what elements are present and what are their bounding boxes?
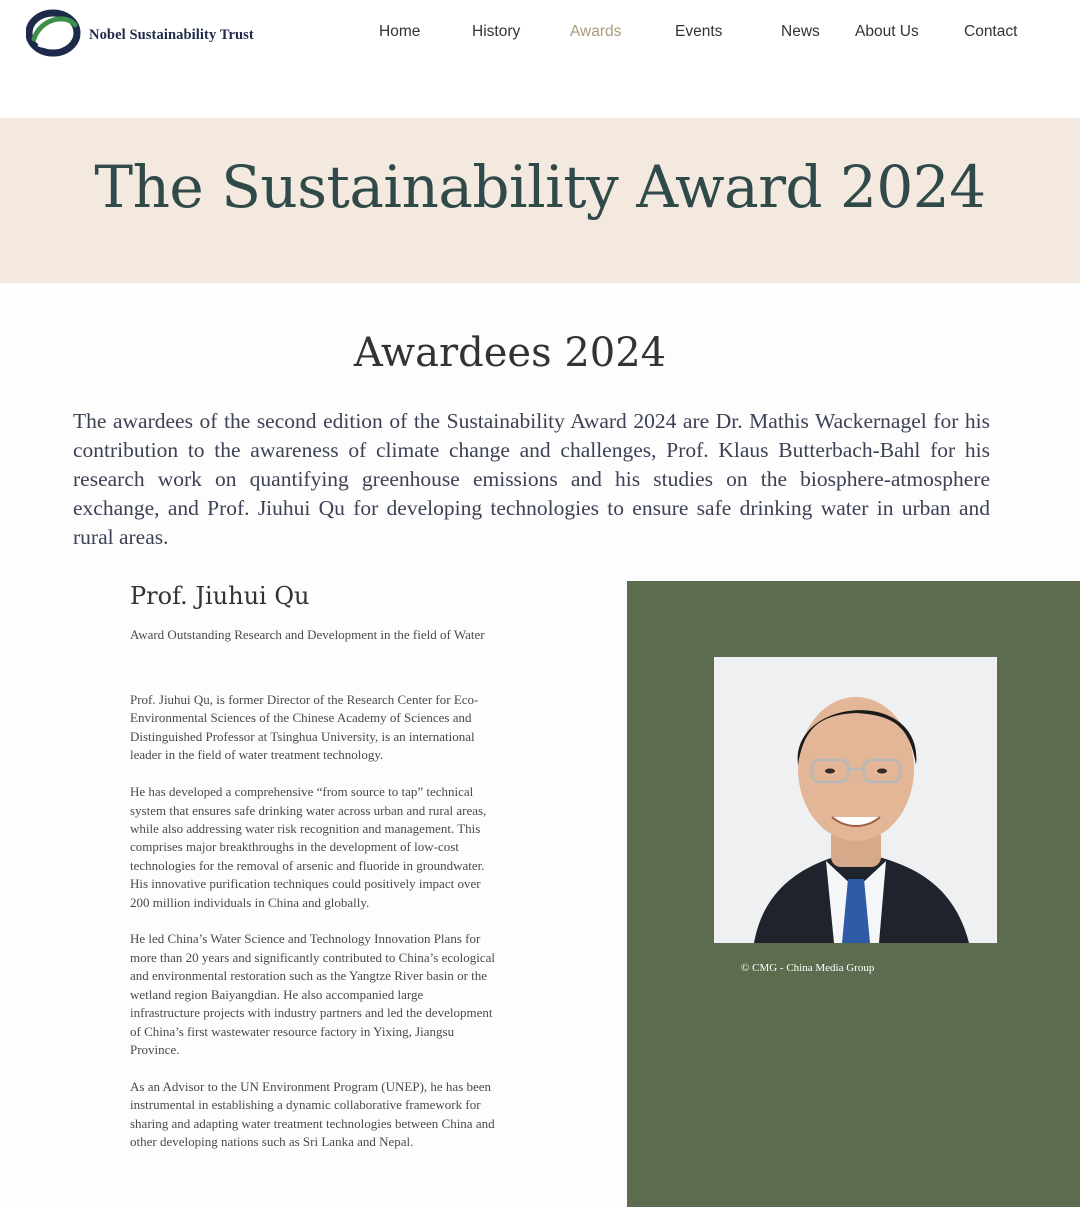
brand-name[interactable]: Nobel Sustainability Trust: [89, 27, 254, 43]
nav-home[interactable]: Home: [379, 23, 421, 40]
bio-paragraph: He led China’s Water Science and Technology Innovation Plans for more than 20 years and significantly contributed to China’s ecological and environmental restoration such as the Yangtze River basin or the wetland region Baiyangdian. He also accompanied large infrastructure projects with industry partners and led the development of China’s first wastewater resource factory in Yixing, Jiangsu Province.: [130, 931, 495, 1057]
site-header: [0, 0, 1080, 118]
bio-paragraph: He has developed a comprehensive “from source to tap” technical system that ensures safe drinking water across urban and rural areas, while also addressing water risk recognition and management. This comprises major breakthroughs in the development of low-cost technologies for the removal of arsenic and fluoride in groundwater. His innovative purification techniques could positively impact over 200 million individuals in China and globally.: [130, 784, 487, 910]
hero-banner: [0, 118, 1080, 283]
nav-awards[interactable]: Awards: [570, 23, 622, 40]
nav-events[interactable]: Events: [675, 23, 723, 40]
nav-news[interactable]: News: [781, 23, 820, 40]
nav-about-us[interactable]: About Us: [855, 23, 919, 40]
trust-logo-icon[interactable]: [26, 9, 82, 57]
photo-panel: [627, 581, 1080, 1207]
nav-history[interactable]: History: [472, 23, 521, 40]
awardee-portrait: [714, 657, 997, 943]
photo-credit: © CMG - China Media Group: [741, 962, 875, 974]
award-category: Award Outstanding Research and Development in the field of Water: [130, 627, 485, 642]
page-title: The Sustainability Award 2024: [94, 153, 986, 221]
awardees-heading: Awardees 2024: [353, 330, 667, 376]
portrait-illustration: [714, 657, 997, 943]
nav-contact[interactable]: Contact: [964, 23, 1018, 40]
bio-paragraph: Prof. Jiuhui Qu, is former Director of the Research Center for Eco-Environmental Sciences of the Chinese Academy of Sciences and Distinguished Professor at Tsinghua University, is an international leader in the field of water treatment technology.: [130, 692, 479, 763]
awardee-name: Prof. Jiuhui Qu: [130, 582, 310, 610]
awardees-intro: The awardees of the second edition of the Sustainability Award 2024 are Dr. Mathis Wackernagel for his contribution to the awareness of climate change and challenges, Prof. Klaus Butterbach-Bahl for his research work on quantifying greenhouse emissions and his studies on the biosphere-atmosphere exchange, and Prof. Jiuhui Qu for developing technologies to ensure safe drinking water in urban and rural areas.: [73, 409, 990, 549]
awardee-bio: [130, 691, 495, 1170]
bio-paragraph: As an Advisor to the UN Environment Program (UNEP), he has been instrumental in establishing a dynamic collaborative framework for sharing and adapting water treatment technologies between China and other developing nations such as Sri Lanka and Nepal.: [130, 1078, 495, 1150]
